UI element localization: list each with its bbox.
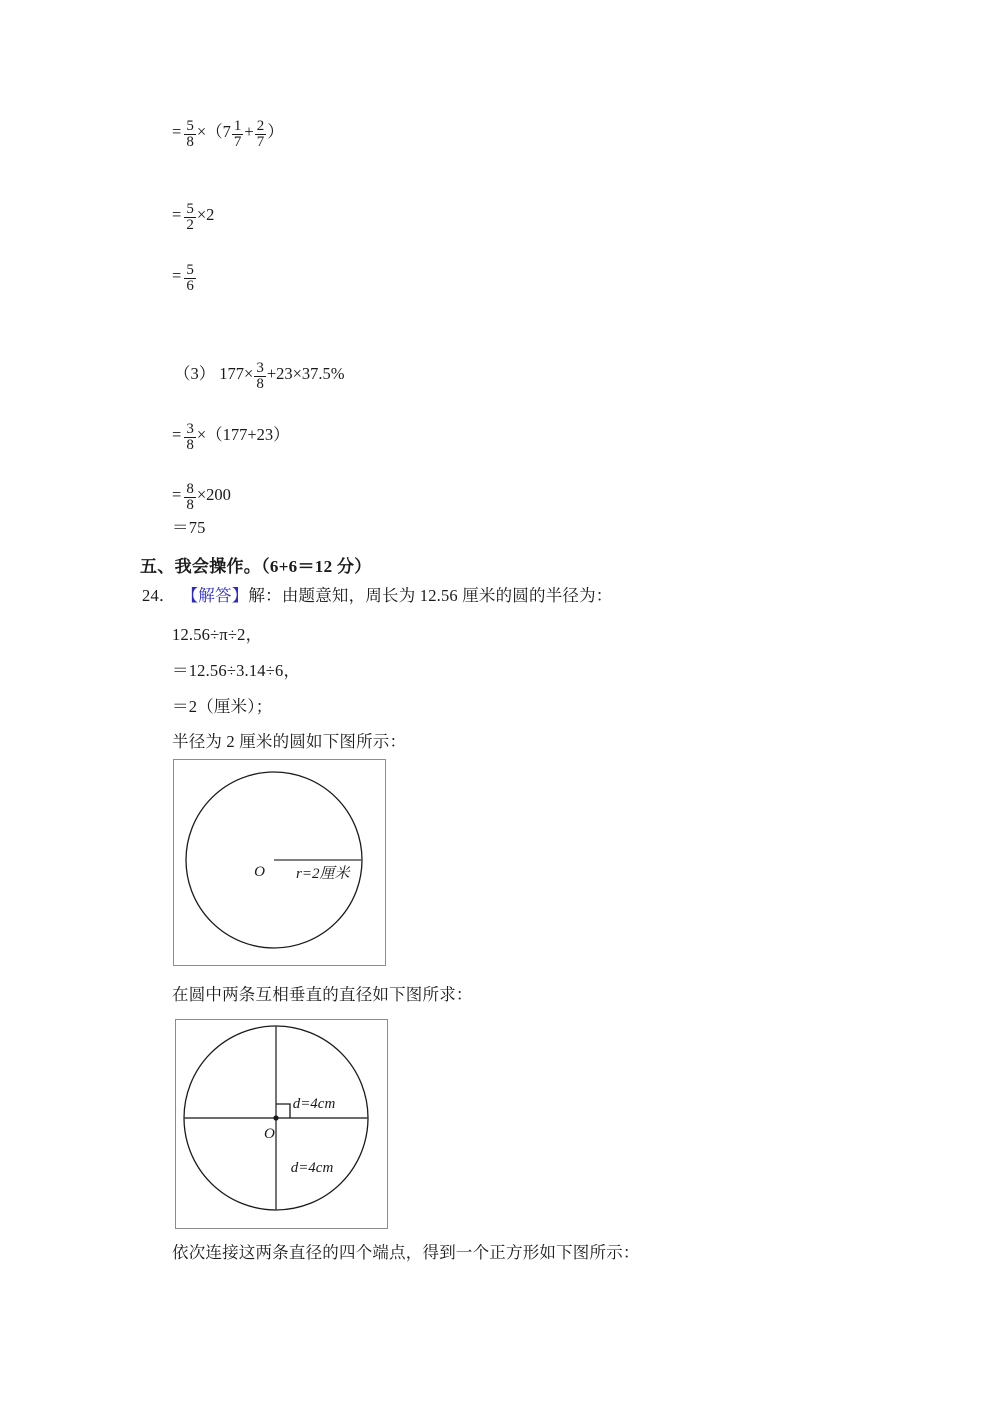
center-point-label: O — [254, 864, 265, 880]
fraction-denominator: 2 — [186, 217, 194, 234]
fraction-numerator: 3 — [256, 360, 264, 377]
figure-1-caption: 半径为 2 厘米的圆如下图所示： — [172, 732, 407, 751]
fraction-1-7 — [232, 119, 244, 151]
close-paren: ） — [267, 122, 284, 141]
equals-sign: = — [172, 122, 182, 141]
solution-step-3: ＝2（厘米）； — [172, 697, 273, 716]
multiplier: ×200 — [196, 485, 231, 504]
circle-radius-drawing — [174, 760, 385, 965]
question-number: 24． — [142, 586, 176, 605]
fraction-numerator: 3 — [186, 421, 194, 438]
center-point-label: O — [264, 1126, 275, 1142]
fraction-numerator: 2 — [256, 118, 265, 135]
fraction-numerator: 5 — [186, 201, 194, 218]
solution-step-1: 12.56÷π÷2， — [172, 625, 263, 644]
fraction-denominator: 7 — [256, 134, 265, 151]
figure-2-caption: 在圆中两条互相垂直的直径如下图所求： — [172, 985, 473, 1004]
fraction-denominator: 6 — [186, 278, 194, 295]
horizontal-diameter-label: d=4cm — [292, 1096, 336, 1112]
question-intro-text: 解：由题意知，周长为 12.56 厘米的圆的半径为： — [248, 586, 613, 605]
math-line-5-2-times-2 — [172, 201, 215, 241]
radius-label: r=2厘米 — [296, 866, 350, 882]
fraction-5-2 — [184, 202, 196, 234]
equals-sign: = — [172, 205, 182, 224]
answer-tag-label: 【解答】 — [181, 586, 249, 605]
operator-and-open-paren: ×（7 — [196, 122, 231, 141]
math-problem-3 — [174, 360, 345, 400]
figure-3-caption: 依次连接这两条直径的四个端点，得到一个正方形如下图所示： — [172, 1243, 640, 1262]
fraction-numerator: 8 — [186, 481, 194, 498]
fraction-3-8 — [184, 422, 196, 454]
fraction-numerator: 5 — [186, 118, 194, 135]
fraction-5-6 — [184, 263, 196, 295]
equals-sign: = — [172, 485, 182, 504]
figure-circle-with-radius — [173, 759, 386, 966]
fraction-3-8 — [254, 361, 266, 393]
math-line-8-8-times-200 — [172, 481, 231, 521]
fraction-5-8 — [184, 119, 196, 151]
fraction-denominator: 7 — [233, 134, 242, 151]
math-line-5-6-result — [172, 262, 197, 302]
problem-tail-term: +23×37.5% — [266, 364, 345, 383]
equals-sign: = — [172, 425, 182, 444]
equals-sign: = — [172, 266, 182, 285]
math-line-5-8-expansion — [172, 118, 284, 158]
multiplier: ×2 — [196, 205, 215, 224]
fraction-denominator: 8 — [186, 497, 194, 514]
center-point-dot — [273, 1115, 278, 1120]
fraction-denominator: 8 — [186, 437, 194, 454]
fraction-denominator: 8 — [186, 134, 194, 151]
problem-number-label: （3） — [174, 364, 216, 383]
right-angle-marker — [276, 1104, 290, 1118]
question-24-intro — [142, 586, 613, 606]
perpendicular-diameters-drawing — [176, 1020, 387, 1228]
grouped-sum: ×（177+23） — [196, 425, 290, 444]
figure-circle-with-perpendicular-diameters — [175, 1019, 388, 1229]
fraction-2-7 — [255, 119, 267, 151]
solution-step-2: ＝12.56÷3.14÷6， — [172, 661, 301, 680]
fraction-denominator: 8 — [256, 376, 264, 393]
vertical-diameter-label: d=4cm — [290, 1160, 334, 1176]
plus-sign: + — [244, 122, 254, 141]
math-line-3-8-distributive — [172, 421, 290, 461]
section-heading-five: 五、我会操作。（6+6＝12 分） — [140, 557, 372, 576]
fraction-8-8 — [184, 482, 196, 514]
math-line-result-75: ＝75 — [172, 518, 206, 537]
fraction-numerator: 5 — [186, 262, 194, 279]
problem-lead-term: 177× — [219, 364, 254, 383]
fraction-numerator: 1 — [233, 118, 242, 135]
